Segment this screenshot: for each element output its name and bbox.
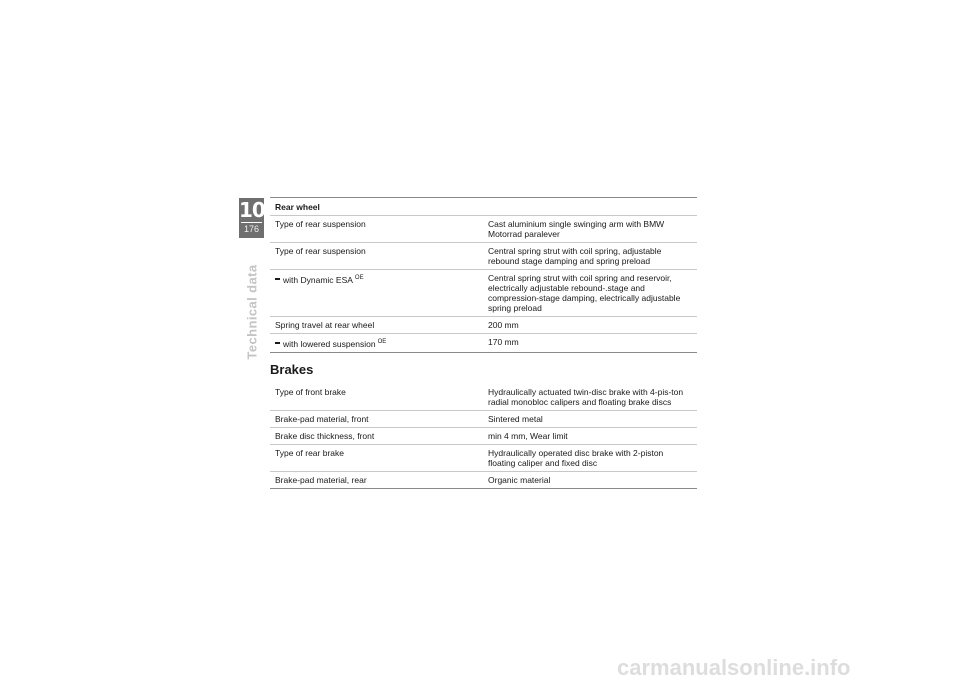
row-value: 200 mm bbox=[488, 320, 519, 330]
table-row bbox=[270, 471, 697, 489]
table-row bbox=[270, 215, 697, 242]
row-label-text: with Dynamic ESA bbox=[283, 274, 353, 285]
optional-equipment-marker: OE bbox=[377, 339, 387, 345]
table-row bbox=[270, 444, 697, 471]
row-value: min 4 mm, Wear limit bbox=[488, 430, 568, 441]
row-label: Type of rear brake bbox=[275, 447, 344, 458]
section-label: Technical data bbox=[244, 264, 260, 360]
row-label: Type of front brake bbox=[275, 386, 346, 397]
watermark: carmanualsonline.info bbox=[617, 655, 851, 680]
row-label: Spring travel at rear wheel bbox=[275, 320, 375, 330]
table-row bbox=[270, 410, 697, 427]
table-row bbox=[270, 242, 697, 269]
row-value: Sintered metal bbox=[488, 413, 543, 424]
row-label-with-option bbox=[270, 270, 483, 316]
row-value: Hydraulically actuated twin-disc brake with 4-pis-ton radial monobloc calipers and floating brake discs bbox=[488, 386, 684, 407]
row-value: Central spring strut with coil spring and reservoir, electrically adjustable rebound-.stage and compression-stage damping, electrically adjustable spring preload bbox=[488, 273, 681, 313]
dash-bullet-icon bbox=[275, 278, 280, 280]
row-label: Brake-pad material, front bbox=[275, 413, 369, 424]
row-label: Type of rear suspension bbox=[275, 219, 366, 229]
row-label: Type of rear suspension bbox=[275, 246, 366, 256]
table-row bbox=[270, 384, 697, 410]
row-value: 170 mm bbox=[488, 337, 519, 347]
section-label-vertical bbox=[232, 257, 272, 367]
optional-equipment-marker: OE bbox=[354, 275, 364, 281]
row-value: Hydraulically operated disc brake with 2-piston floating caliper and fixed disc bbox=[488, 447, 664, 468]
rear-wheel-table bbox=[270, 197, 697, 353]
table-row bbox=[270, 333, 697, 353]
brakes-title: Brakes bbox=[270, 361, 314, 377]
table-row bbox=[270, 427, 697, 444]
dash-bullet-icon bbox=[275, 342, 280, 344]
chapter-number: 10 bbox=[239, 198, 265, 222]
chapter-tab bbox=[239, 198, 264, 238]
brakes-table bbox=[270, 384, 697, 489]
row-label: Brake-pad material, rear bbox=[275, 474, 367, 485]
row-label: Brake disc thickness, front bbox=[275, 430, 375, 441]
row-value: Organic material bbox=[488, 474, 551, 485]
rear-wheel-heading: Rear wheel bbox=[275, 202, 320, 212]
page-number: 176 bbox=[243, 224, 260, 234]
row-label-text: with lowered suspension bbox=[283, 338, 376, 349]
row-value: Central spring strut with coil spring, adjustable rebound stage damping and spring preload bbox=[488, 246, 662, 266]
row-label-with-option bbox=[270, 334, 483, 352]
table-row bbox=[270, 269, 697, 316]
row-value: Cast aluminium single swinging arm with BMW Motorrad paralever bbox=[488, 219, 665, 239]
page-content bbox=[270, 197, 697, 489]
table-row bbox=[270, 316, 697, 333]
